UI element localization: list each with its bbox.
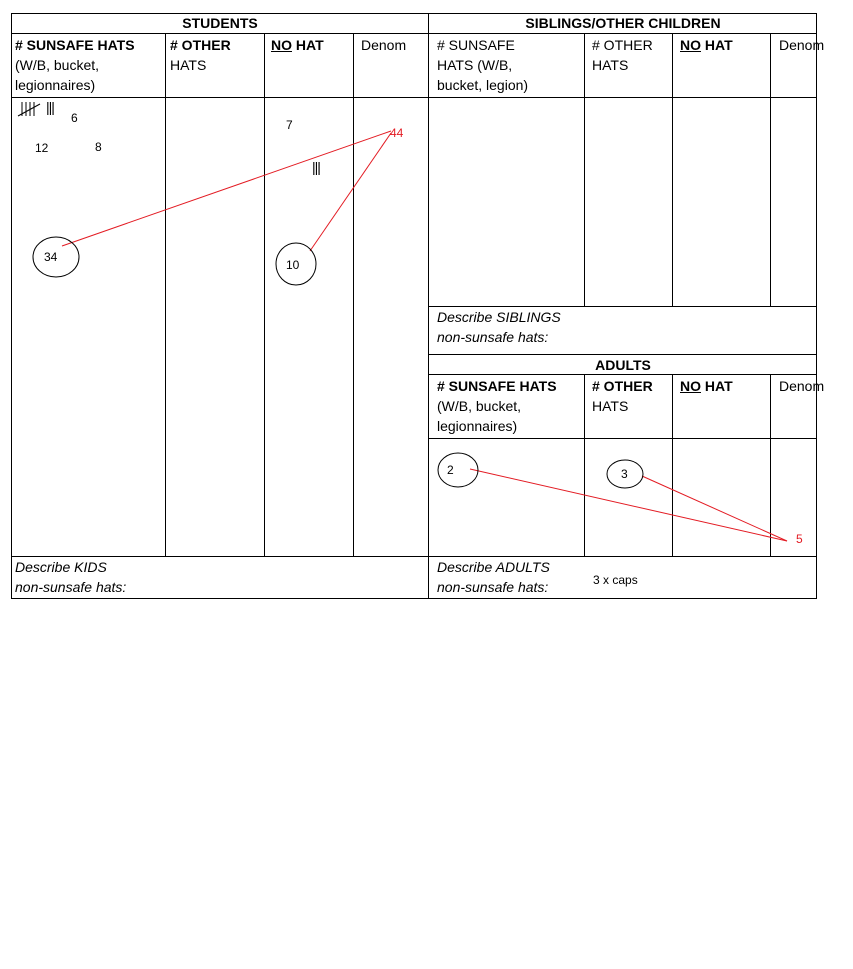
- student-denom-total: 44: [390, 126, 404, 140]
- adult-other-link-line: [642, 476, 787, 541]
- students-describe-line2: non-sunsafe hats:: [15, 579, 127, 595]
- siblings-nohat-rest: HAT: [701, 37, 733, 53]
- siblings-describe-line1: Describe SIBLINGS: [437, 309, 561, 325]
- student-nohat-tally: |||: [312, 159, 320, 175]
- adult-denom-total: 5: [796, 532, 803, 546]
- adults-other-header: [592, 376, 653, 416]
- adult-sunsafe-link-line: [470, 469, 787, 541]
- siblings-title: SIBLINGS/OTHER CHILDREN: [525, 15, 721, 31]
- siblings-nohat-header: [680, 35, 733, 55]
- tally-three-mark: |||: [46, 99, 54, 115]
- students-describe: [15, 557, 126, 597]
- students-sunsafe-head: # SUNSAFE HATS: [15, 37, 135, 53]
- students-nohat-rest: HAT: [292, 37, 324, 53]
- adults-sunsafe-head: # SUNSAFE HATS: [437, 378, 557, 394]
- adults-describe: [437, 557, 550, 597]
- students-nohat-header: [271, 35, 324, 55]
- student-nohat-seven: 7: [286, 118, 293, 132]
- student-count-twelve: 12: [35, 141, 49, 155]
- student-sunsafe-total: 34: [44, 250, 58, 264]
- adults-denom-header: Denom: [779, 378, 825, 394]
- students-nohat-no: NO: [271, 37, 292, 53]
- student-count-eight: 8: [95, 140, 102, 154]
- student-count-six: 6: [71, 111, 78, 125]
- students-denom-header: Denom: [361, 37, 407, 53]
- siblings-other-header: # OTHER HATS: [592, 37, 653, 73]
- students-other-head: # OTHER: [170, 37, 231, 53]
- adults-other-sub: HATS: [592, 398, 629, 414]
- circle-adult-sunsafe: [438, 453, 478, 487]
- students-other-header: [170, 35, 231, 75]
- students-describe-line1: Describe KIDS: [15, 559, 107, 575]
- adults-describe-line2: non-sunsafe hats:: [437, 579, 549, 595]
- adults-nohat-no: NO: [680, 378, 701, 394]
- adults-sunsafe-sub: (W/B, bucket, legionnaires): [437, 398, 522, 434]
- students-title: STUDENTS: [182, 15, 258, 31]
- student-nohat-link-line: [310, 133, 391, 251]
- adults-title: ADULTS: [595, 357, 651, 373]
- students-sunsafe-sub: (W/B, bucket, legionnaires): [15, 57, 100, 93]
- adults-nohat-rest: HAT: [701, 378, 733, 394]
- siblings-nohat-no: NO: [680, 37, 701, 53]
- adult-sunsafe-total: 2: [447, 463, 454, 477]
- siblings-describe-line2: non-sunsafe hats:: [437, 329, 549, 345]
- students-other-sub: HATS: [170, 57, 207, 73]
- adults-sunsafe-header: [437, 376, 557, 436]
- student-nohat-total: 10: [286, 258, 300, 272]
- students-sunsafe-header: [15, 35, 135, 95]
- tally-five-label: [16, 100, 27, 124]
- adults-other-head: # OTHER: [592, 378, 653, 394]
- siblings-sunsafe-header: # SUNSAFE HATS (W/B, bucket, legion): [437, 37, 529, 93]
- adults-describe-value: 3 x caps: [593, 573, 638, 587]
- adults-nohat-header: [680, 376, 733, 396]
- adult-other-total: 3: [621, 467, 628, 481]
- siblings-denom-header: Denom: [779, 37, 825, 53]
- siblings-describe: [437, 307, 561, 347]
- student-sunsafe-link-line: [62, 131, 391, 246]
- adults-describe-line1: Describe ADULTS: [437, 559, 550, 575]
